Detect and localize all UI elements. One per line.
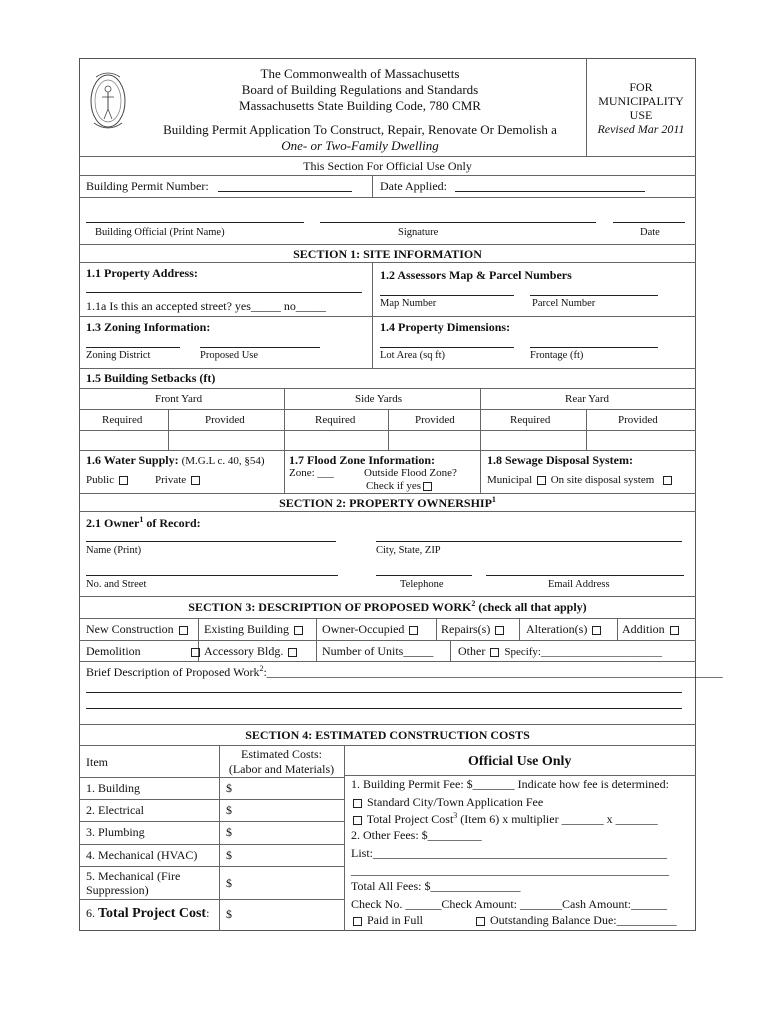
standard-fee-option[interactable]: Standard City/Town Application Fee [351, 795, 543, 810]
front-yard-label: Front Yard [155, 393, 203, 405]
section-4-title: SECTION 4: ESTIMATED CONSTRUCTION COSTS [245, 728, 530, 742]
cost-row-building: 1. Building [86, 781, 141, 795]
repairs-checkbox[interactable] [495, 626, 504, 635]
labor-materials-header: (Labor and Materials) [228, 762, 335, 776]
existing-building-checkbox[interactable] [294, 626, 303, 635]
parcel-number-label: Parcel Number [532, 298, 596, 309]
official-use-banner: This Section For Official Use Only [303, 159, 472, 173]
header-line-2: Board of Building Regulations and Standards [241, 82, 479, 97]
map-number-field[interactable] [380, 295, 514, 296]
owner-of-record-label: 2.1 Owner$^1$ of Record: [86, 515, 201, 530]
section-3-title: SECTION 3: DESCRIPTION OF PROPOSED WORK$^2$ (check all that apply) [188, 599, 587, 614]
existing-building-option[interactable]: Existing Building [204, 622, 305, 637]
building-permit-fee-field[interactable]: 1. Building Permit Fee: $_______ Indicate how fee is determined: [351, 777, 669, 791]
public-water-checkbox[interactable] [119, 476, 128, 485]
accessory-bldg-option[interactable]: Accessory Bldg. [204, 644, 299, 659]
proposed-use-label: Proposed Use [200, 350, 259, 361]
property-address-label: 1.1 Property Address: [86, 266, 198, 280]
alteration-option[interactable]: Alteration(s) [526, 622, 603, 637]
date-applied-label: Date Applied: [380, 179, 447, 193]
municipal-sewage-checkbox[interactable] [537, 476, 546, 485]
frontage-field[interactable] [530, 347, 658, 348]
front-required-label: Required [102, 414, 143, 426]
owner-occupied-checkbox[interactable] [409, 626, 418, 635]
side-required-label: Required [315, 414, 356, 426]
date-applied-field[interactable] [455, 191, 645, 192]
other-option[interactable]: Other Specify:______________________ [458, 644, 662, 658]
owner-telephone-label: Telephone [400, 579, 444, 590]
cost-row-fire-suppression: 5. Mechanical (Fire [86, 869, 181, 883]
rear-yard-label: Rear Yard [565, 393, 609, 405]
rear-provided-label: Provided [618, 414, 658, 426]
water-supply-label: 1.6 Water Supply: (M.G.L c. 40, §54) [86, 453, 265, 467]
total-project-cost-label: 6. Total Project Cost: [86, 906, 210, 921]
owner-email-label: Email Address [548, 579, 610, 590]
municipal-sewage-option[interactable]: Municipal On site disposal system [487, 474, 674, 486]
official-date-field[interactable] [613, 222, 685, 223]
owner-city-label: City, State, ZIP [376, 545, 441, 556]
section-1-title: SECTION 1: SITE INFORMATION [293, 247, 482, 261]
flood-zone-label: 1.7 Flood Zone Information: [289, 453, 436, 467]
owner-city-field[interactable] [376, 541, 682, 542]
demolition-checkbox[interactable] [191, 648, 200, 657]
public-water-option[interactable]: Public [86, 474, 130, 486]
owner-occupied-option[interactable]: Owner-Occupied [322, 622, 420, 637]
setbacks-label: 1.5 Building Setbacks (ft) [86, 371, 216, 385]
cost-electrical-field[interactable]: $ [226, 803, 232, 817]
zoning-info-label: 1.3 Zoning Information: [86, 320, 211, 334]
total-cost-multiplier-option[interactable]: Total Project Cost$^3$ (Item 6) x multiplier _______ x _______ [351, 811, 658, 827]
revised-date: Revised Mar 2011 [597, 122, 685, 136]
fees-list-field-2[interactable]: _____________________________________________________ [351, 863, 669, 877]
addition-checkbox[interactable] [670, 626, 679, 635]
owner-name-label: Name (Print) [86, 545, 142, 556]
cost-building-field[interactable]: $ [226, 781, 232, 795]
date-label: Date [640, 227, 660, 238]
lot-area-label: Lot Area (sq ft) [380, 350, 446, 361]
front-provided-label: Provided [205, 414, 245, 426]
outside-flood-zone-label: Outside Flood Zone? [364, 467, 457, 479]
municipality-use-1: FOR [629, 80, 653, 94]
flood-zone-checkbox[interactable] [423, 482, 432, 491]
assessors-map-label: 1.2 Assessors Map & Parcel Numbers [380, 268, 572, 282]
owner-street-field[interactable] [86, 575, 338, 576]
specify-field[interactable]: Specify:______________________ [504, 646, 662, 658]
brief-description-line-2[interactable] [86, 692, 682, 693]
map-number-label: Map Number [380, 298, 437, 309]
private-water-checkbox[interactable] [191, 476, 200, 485]
cost-row-fire-suppression-2: Suppression) [86, 883, 149, 897]
outstanding-balance-checkbox[interactable] [476, 917, 485, 926]
proposed-use-field[interactable] [200, 347, 320, 348]
accessory-bldg-checkbox[interactable] [288, 648, 297, 657]
rear-required-label: Required [510, 414, 551, 426]
frontage-label: Frontage (ft) [530, 350, 584, 361]
official-name-label: Building Official (Print Name) [95, 227, 225, 238]
cost-hvac-field[interactable]: $ [226, 848, 232, 862]
fees-list-field[interactable]: List:_________________________________________________ [351, 846, 668, 860]
side-yards-label: Side Yards [355, 393, 403, 405]
repairs-option[interactable]: Repairs(s) [441, 622, 506, 637]
paid-in-full-checkbox[interactable] [353, 917, 362, 926]
new-construction-checkbox[interactable] [179, 626, 188, 635]
lot-area-field[interactable] [380, 347, 514, 348]
form-subtitle: One- or Two-Family Dwelling [281, 138, 439, 153]
header-line-3: Massachusetts State Building Code, 780 CMR [239, 98, 481, 113]
check-cash-amount-field[interactable]: Check No. ______Check Amount: _______Cash Amount:______ [351, 897, 667, 911]
new-construction-option[interactable]: New Construction [86, 622, 190, 637]
owner-street-label: No. and Street [86, 579, 147, 590]
massachusetts-seal-icon [88, 67, 128, 133]
cost-row-electrical: 2. Electrical [86, 803, 144, 817]
demolition-option[interactable]: Demolition [86, 644, 202, 659]
side-provided-label: Provided [415, 414, 455, 426]
zoning-district-label: Zoning District [86, 350, 151, 361]
owner-email-field[interactable] [486, 575, 684, 576]
alteration-checkbox[interactable] [592, 626, 601, 635]
header-line-1: The Commonwealth of Massachusetts [260, 66, 460, 81]
cost-fire-suppression-field[interactable]: $ [226, 876, 232, 890]
total-project-cost-field[interactable]: $ [226, 907, 232, 921]
private-water-option[interactable]: Private [155, 474, 202, 486]
zoning-district-field[interactable] [86, 347, 180, 348]
property-dimensions-label: 1.4 Property Dimensions: [380, 320, 511, 334]
addition-option[interactable]: Addition [622, 622, 681, 637]
outstanding-balance-option[interactable]: Outstanding Balance Due:__________ [474, 913, 677, 928]
check-if-yes-option[interactable]: Check if yes [366, 480, 434, 492]
total-fees-field[interactable]: Total All Fees: $_______________ [351, 879, 521, 893]
cost-item-header: Item [86, 755, 108, 769]
parcel-number-field[interactable] [530, 295, 658, 296]
official-signature-field[interactable] [320, 222, 596, 223]
municipality-use-2: MUNICIPALITY [598, 94, 684, 108]
other-checkbox[interactable] [490, 648, 499, 657]
paid-in-full-option[interactable]: Paid in Full [351, 913, 423, 928]
section-2-title: SECTION 2: PROPERTY OWNERSHIP$^1$ [279, 495, 496, 510]
zone-field[interactable]: Zone: ___ [289, 467, 334, 479]
property-address-field[interactable] [86, 292, 362, 293]
onsite-sewage-checkbox[interactable] [663, 476, 672, 485]
total-cost-multiplier-checkbox[interactable] [353, 816, 362, 825]
sewage-disposal-label: 1.8 Sewage Disposal System: [487, 453, 633, 467]
cost-row-hvac: 4. Mechanical (HVAC) [86, 848, 198, 862]
signature-label: Signature [398, 227, 439, 238]
cost-row-plumbing: 3. Plumbing [86, 825, 145, 839]
owner-name-field[interactable] [86, 541, 336, 542]
form-title: Building Permit Application To Construct, Repair, Renovate Or Demolish a [163, 122, 557, 137]
official-use-only-title: Official Use Only [468, 754, 572, 769]
number-of-units-field[interactable]: Number of Units_____ [322, 644, 434, 658]
municipality-use-3: USE [629, 108, 653, 122]
standard-fee-checkbox[interactable] [353, 799, 362, 808]
official-name-field[interactable] [86, 222, 304, 223]
accepted-street-question: 1.1a Is this an accepted street? yes_____ no_____ [86, 299, 326, 313]
brief-description-line-3[interactable] [86, 708, 682, 709]
brief-description-field[interactable]: Brief Description of Proposed Work$^2$:____________________________________________________________________________ [86, 664, 723, 679]
estimated-costs-header: Estimated Costs: [241, 747, 322, 761]
permit-number-label: Building Permit Number: [86, 179, 209, 193]
permit-number-field[interactable] [218, 191, 352, 192]
owner-telephone-field[interactable] [376, 575, 472, 576]
other-fees-field[interactable]: 2. Other Fees: $_________ [351, 828, 482, 842]
cost-plumbing-field[interactable]: $ [226, 825, 232, 839]
